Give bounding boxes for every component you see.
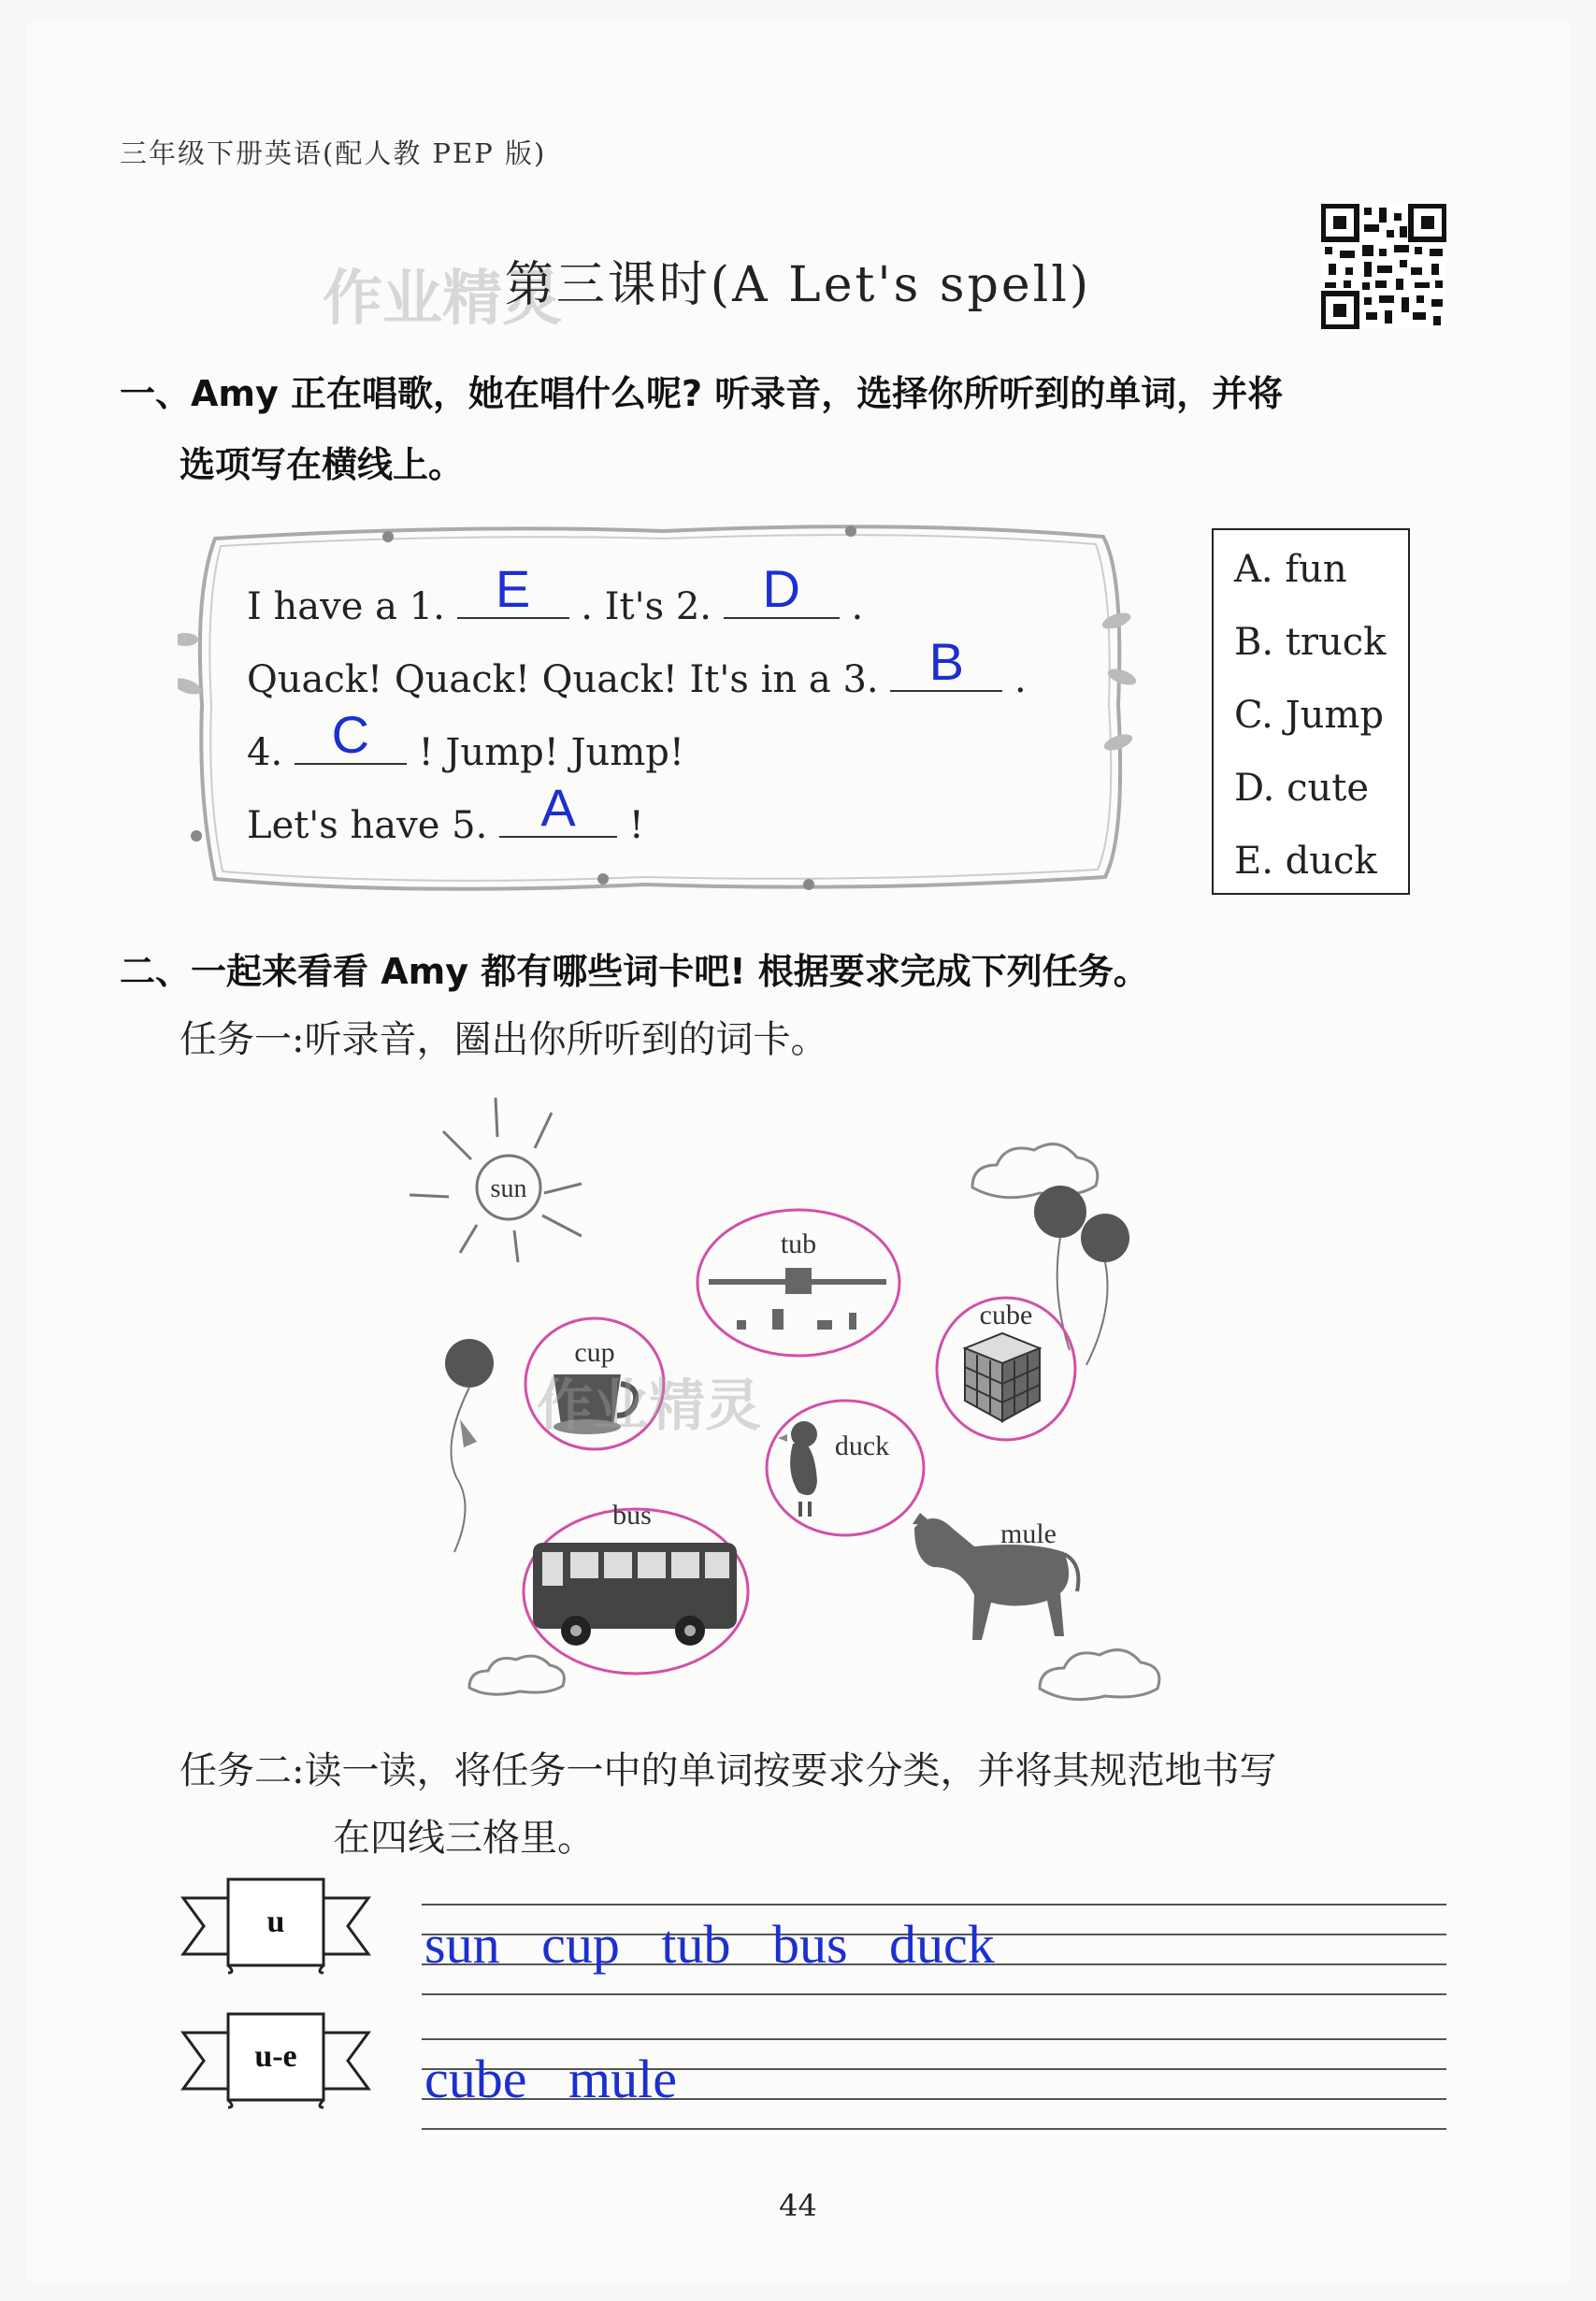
song-line-1-c: . bbox=[851, 585, 864, 628]
options-box bbox=[1212, 528, 1410, 895]
word-card-illustration bbox=[395, 1075, 1202, 1720]
q1-title-line2: 选项写在横线上。 bbox=[180, 444, 465, 485]
song-line-2-b: . bbox=[1014, 658, 1027, 701]
word-u-3: tub bbox=[661, 1914, 731, 1975]
song-line-1 bbox=[247, 559, 864, 628]
blank-2[interactable] bbox=[724, 559, 840, 619]
task1-instruction: 任务一:听录音，圈出你所听到的词卡。 bbox=[180, 1018, 828, 1061]
card-tub: tub bbox=[780, 1229, 817, 1259]
book-header: 三年级下册英语(配人教 PEP 版) bbox=[120, 137, 547, 169]
answer-4: C bbox=[331, 705, 370, 764]
card-cube: cube bbox=[979, 1300, 1033, 1330]
task2-instruction-line2: 在四线三格里。 bbox=[333, 1817, 595, 1860]
song-line-2-a: Quack! Quack! Quack! It's in a 3. bbox=[247, 658, 879, 701]
answer-1: E bbox=[495, 559, 531, 618]
option-d: D. cute bbox=[1234, 767, 1369, 810]
illustration-watermark: 作业精灵 bbox=[537, 1373, 761, 1439]
lesson-title: 第三课时(A Let's spell) bbox=[504, 257, 1092, 313]
song-line-1-a: I have a 1. bbox=[247, 585, 445, 628]
ribbon-ue-label: u-e bbox=[254, 2039, 297, 2074]
song-line-2 bbox=[247, 632, 1027, 701]
word-u-5: duck bbox=[889, 1914, 995, 1975]
ribbon-u bbox=[180, 1876, 372, 1975]
blank-4[interactable] bbox=[295, 705, 407, 765]
song-line-3-a: 4. bbox=[247, 731, 283, 774]
blank-3[interactable] bbox=[890, 632, 1002, 692]
song-line-3 bbox=[247, 705, 684, 774]
card-duck: duck bbox=[834, 1431, 890, 1461]
word-u-1: sun bbox=[424, 1914, 500, 1975]
option-c: C. Jump bbox=[1234, 694, 1384, 737]
option-b: B. truck bbox=[1234, 621, 1387, 664]
word-ue-1: cube bbox=[424, 2049, 527, 2109]
option-a: A. fun bbox=[1234, 548, 1347, 591]
watermark: 作业精灵 bbox=[323, 265, 562, 334]
answer-3: B bbox=[928, 632, 964, 691]
qr-code-icon[interactable] bbox=[1321, 204, 1446, 329]
word-u-4: bus bbox=[771, 1914, 848, 1975]
card-cup: cup bbox=[574, 1337, 615, 1368]
card-mule: mule bbox=[1000, 1518, 1057, 1549]
answer-5: A bbox=[540, 778, 576, 837]
q2-title: 二、一起来看看 Amy 都有哪些词卡吧! 根据要求完成下列任务。 bbox=[120, 951, 1149, 992]
song-line-4 bbox=[247, 778, 644, 847]
card-sun: sun bbox=[490, 1174, 527, 1203]
card-bus: bus bbox=[612, 1500, 652, 1531]
blank-1[interactable] bbox=[457, 559, 569, 619]
song-line-3-b: ! Jump! Jump! bbox=[418, 731, 684, 774]
ribbon-ue bbox=[180, 2010, 372, 2109]
written-words-u bbox=[424, 1913, 1023, 1976]
song-line-4-b: ! bbox=[628, 804, 644, 847]
written-words-ue bbox=[424, 2048, 705, 2110]
answer-2: D bbox=[762, 559, 800, 618]
song-line-1-b: . It's 2. bbox=[581, 585, 712, 628]
page-number: 44 bbox=[779, 2188, 817, 2223]
blank-5[interactable] bbox=[499, 778, 617, 838]
q1-title-line1: 一、Amy 正在唱歌，她在唱什么呢? 听录音，选择你所听到的单词，并将 bbox=[120, 373, 1284, 414]
task2-instruction-line1: 任务二:读一读，将任务一中的单词按要求分类，并将其规范地书写 bbox=[180, 1749, 1277, 1792]
ribbon-u-label: u bbox=[266, 1905, 285, 1939]
word-ue-2: mule bbox=[568, 2049, 677, 2109]
song-line-4-a: Let's have 5. bbox=[247, 804, 488, 847]
word-u-2: cup bbox=[541, 1914, 620, 1975]
option-e: E. duck bbox=[1234, 840, 1377, 883]
